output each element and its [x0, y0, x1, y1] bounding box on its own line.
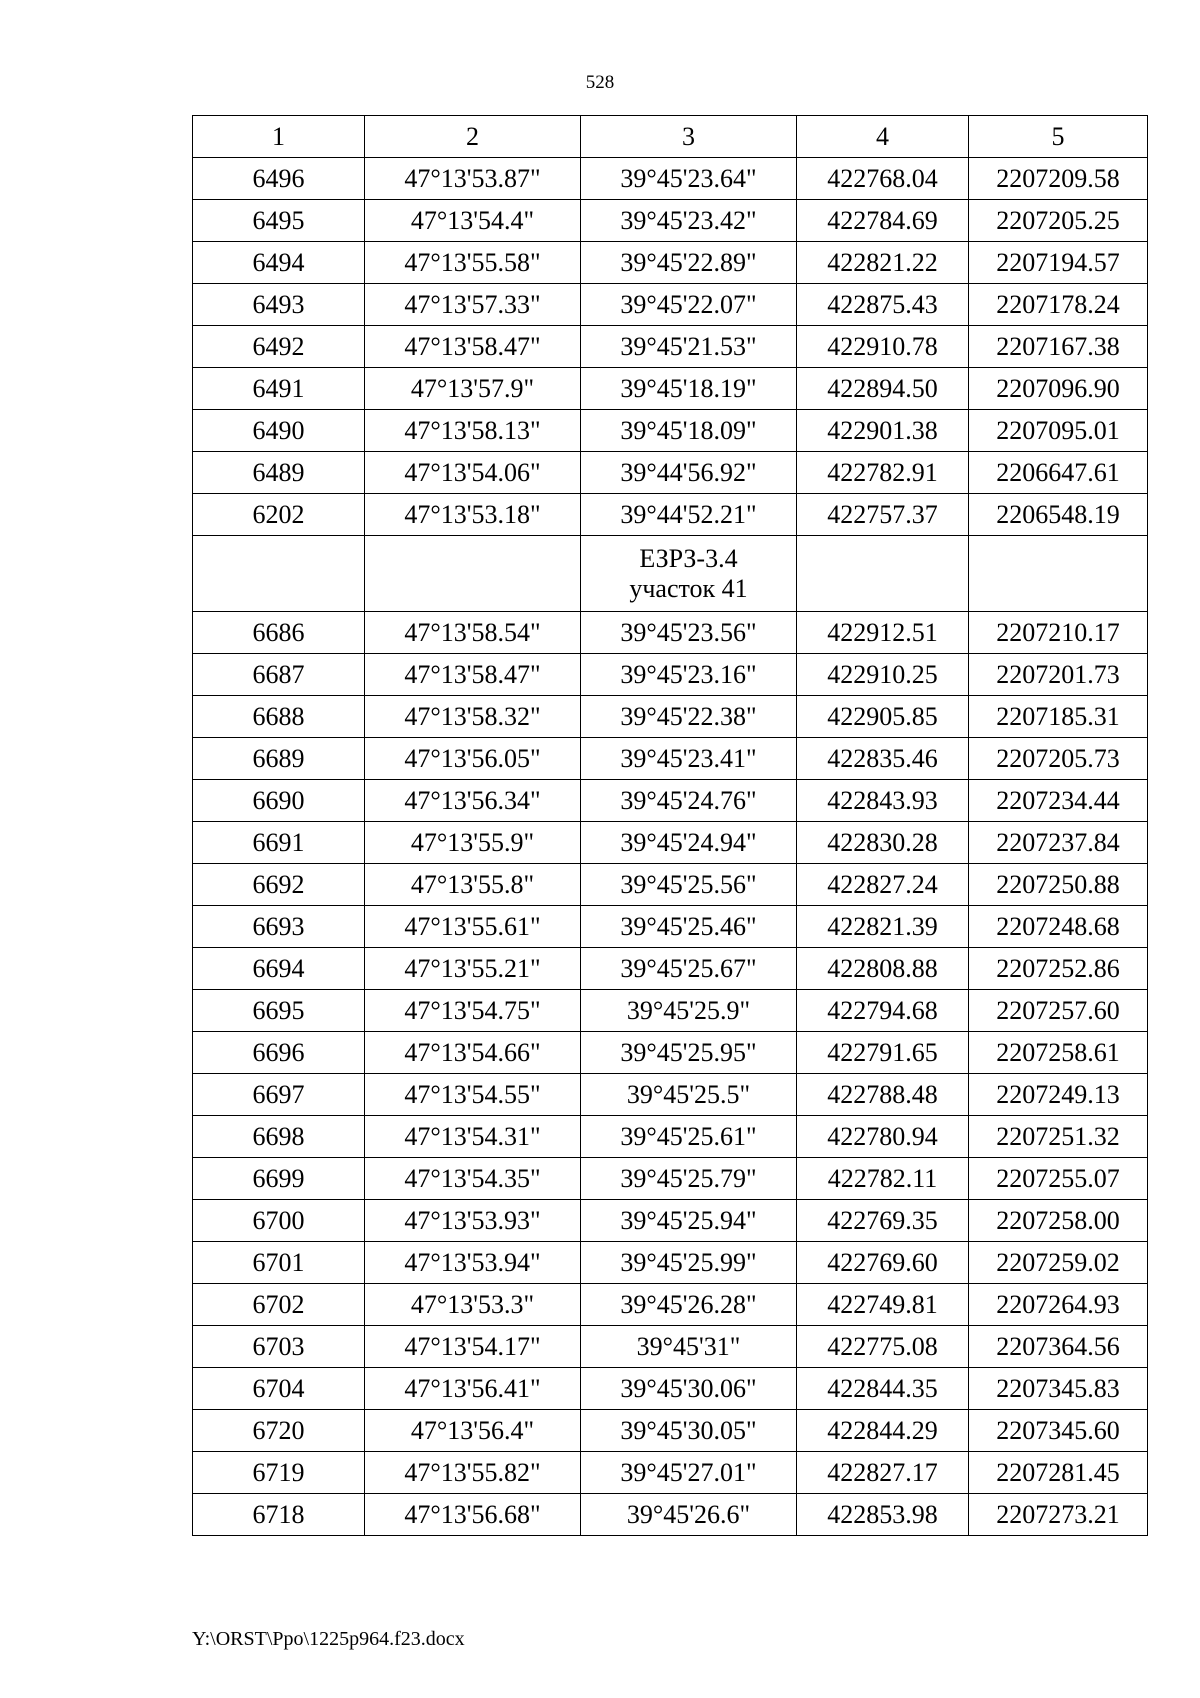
latitude-cell: 47°13'56.34"	[365, 780, 581, 822]
x-coordinate-cell: 422794.68	[797, 990, 969, 1032]
longitude-cell: 39°45'24.94"	[581, 822, 797, 864]
latitude-cell: 47°13'54.66"	[365, 1032, 581, 1074]
latitude-cell: 47°13'53.93"	[365, 1200, 581, 1242]
table-row	[193, 990, 1148, 1032]
latitude-cell: 47°13'54.4"	[365, 200, 581, 242]
table-row	[193, 780, 1148, 822]
point-number-cell: 6696	[193, 1032, 365, 1074]
section-title-cell	[581, 536, 797, 612]
point-number-cell: 6491	[193, 368, 365, 410]
table-row	[193, 1242, 1148, 1284]
latitude-cell: 47°13'54.06"	[365, 452, 581, 494]
table-section	[193, 536, 1148, 612]
latitude-cell: 47°13'57.9"	[365, 368, 581, 410]
point-number-cell: 6689	[193, 738, 365, 780]
point-number-cell: 6691	[193, 822, 365, 864]
point-number-cell: 6202	[193, 494, 365, 536]
longitude-cell: 39°45'23.16"	[581, 654, 797, 696]
table-row	[193, 284, 1148, 326]
latitude-cell: 47°13'53.87"	[365, 158, 581, 200]
point-number-cell: 6698	[193, 1116, 365, 1158]
x-coordinate-cell: 422853.98	[797, 1494, 969, 1536]
table-row	[193, 822, 1148, 864]
latitude-cell: 47°13'53.18"	[365, 494, 581, 536]
x-coordinate-cell: 422782.11	[797, 1158, 969, 1200]
x-coordinate-cell: 422782.91	[797, 452, 969, 494]
longitude-cell: 39°45'23.64"	[581, 158, 797, 200]
longitude-cell: 39°45'22.89"	[581, 242, 797, 284]
y-coordinate-cell: 2206647.61	[969, 452, 1148, 494]
longitude-cell: 39°45'25.79"	[581, 1158, 797, 1200]
latitude-cell: 47°13'56.68"	[365, 1494, 581, 1536]
y-coordinate-cell: 2207364.56	[969, 1326, 1148, 1368]
latitude-cell: 47°13'54.55"	[365, 1074, 581, 1116]
table-body-block-1	[193, 158, 1148, 536]
point-number-cell: 6686	[193, 612, 365, 654]
latitude-cell: 47°13'55.21"	[365, 948, 581, 990]
longitude-cell: 39°45'18.09"	[581, 410, 797, 452]
y-coordinate-cell: 2207167.38	[969, 326, 1148, 368]
point-number-cell: 6495	[193, 200, 365, 242]
longitude-cell: 39°45'25.46"	[581, 906, 797, 948]
x-coordinate-cell: 422835.46	[797, 738, 969, 780]
x-coordinate-cell: 422788.48	[797, 1074, 969, 1116]
x-coordinate-cell: 422757.37	[797, 494, 969, 536]
x-coordinate-cell: 422827.17	[797, 1452, 969, 1494]
table-row	[193, 654, 1148, 696]
table-row	[193, 1368, 1148, 1410]
y-coordinate-cell: 2207250.88	[969, 864, 1148, 906]
x-coordinate-cell: 422844.35	[797, 1368, 969, 1410]
y-coordinate-cell: 2207205.73	[969, 738, 1148, 780]
table-row	[193, 1032, 1148, 1074]
section-cell-empty	[193, 536, 365, 612]
point-number-cell: 6692	[193, 864, 365, 906]
x-coordinate-cell: 422784.69	[797, 200, 969, 242]
section-cell-empty	[969, 536, 1148, 612]
point-number-cell: 6702	[193, 1284, 365, 1326]
column-header-4: 4	[797, 116, 969, 158]
table-row	[193, 948, 1148, 990]
x-coordinate-cell: 422749.81	[797, 1284, 969, 1326]
longitude-cell: 39°45'25.94"	[581, 1200, 797, 1242]
x-coordinate-cell: 422830.28	[797, 822, 969, 864]
point-number-cell: 6695	[193, 990, 365, 1032]
column-header-3: 3	[581, 116, 797, 158]
latitude-cell: 47°13'54.35"	[365, 1158, 581, 1200]
point-number-cell: 6697	[193, 1074, 365, 1116]
longitude-cell: 39°45'26.28"	[581, 1284, 797, 1326]
coordinates-table	[192, 115, 1148, 1536]
table-row	[193, 1116, 1148, 1158]
point-number-cell: 6492	[193, 326, 365, 368]
table-row	[193, 1494, 1148, 1536]
latitude-cell: 47°13'58.47"	[365, 326, 581, 368]
table-row	[193, 1452, 1148, 1494]
latitude-cell: 47°13'55.8"	[365, 864, 581, 906]
x-coordinate-cell: 422901.38	[797, 410, 969, 452]
longitude-cell: 39°45'30.05"	[581, 1410, 797, 1452]
x-coordinate-cell: 422791.65	[797, 1032, 969, 1074]
x-coordinate-cell: 422910.78	[797, 326, 969, 368]
point-number-cell: 6694	[193, 948, 365, 990]
y-coordinate-cell: 2207095.01	[969, 410, 1148, 452]
section-plot-label: участок 41	[629, 573, 748, 603]
x-coordinate-cell: 422912.51	[797, 612, 969, 654]
point-number-cell: 6720	[193, 1410, 365, 1452]
y-coordinate-cell: 2207273.21	[969, 1494, 1148, 1536]
table-row	[193, 1200, 1148, 1242]
table-row	[193, 1074, 1148, 1116]
x-coordinate-cell: 422808.88	[797, 948, 969, 990]
y-coordinate-cell: 2207237.84	[969, 822, 1148, 864]
table-row	[193, 864, 1148, 906]
x-coordinate-cell: 422780.94	[797, 1116, 969, 1158]
latitude-cell: 47°13'57.33"	[365, 284, 581, 326]
table-row	[193, 200, 1148, 242]
y-coordinate-cell: 2207185.31	[969, 696, 1148, 738]
longitude-cell: 39°44'56.92"	[581, 452, 797, 494]
column-header-5: 5	[969, 116, 1148, 158]
longitude-cell: 39°45'25.95"	[581, 1032, 797, 1074]
section-cell-empty	[797, 536, 969, 612]
longitude-cell: 39°45'31"	[581, 1326, 797, 1368]
point-number-cell: 6700	[193, 1200, 365, 1242]
y-coordinate-cell: 2207264.93	[969, 1284, 1148, 1326]
longitude-cell: 39°45'18.19"	[581, 368, 797, 410]
x-coordinate-cell: 422843.93	[797, 780, 969, 822]
y-coordinate-cell: 2207096.90	[969, 368, 1148, 410]
x-coordinate-cell: 422875.43	[797, 284, 969, 326]
point-number-cell: 6693	[193, 906, 365, 948]
point-number-cell: 6493	[193, 284, 365, 326]
y-coordinate-cell: 2207205.25	[969, 200, 1148, 242]
y-coordinate-cell: 2207252.86	[969, 948, 1148, 990]
table-row	[193, 906, 1148, 948]
longitude-cell: 39°45'22.38"	[581, 696, 797, 738]
longitude-cell: 39°45'27.01"	[581, 1452, 797, 1494]
x-coordinate-cell: 422910.25	[797, 654, 969, 696]
x-coordinate-cell: 422844.29	[797, 1410, 969, 1452]
y-coordinate-cell: 2207248.68	[969, 906, 1148, 948]
point-number-cell: 6690	[193, 780, 365, 822]
table-row	[193, 1326, 1148, 1368]
y-coordinate-cell: 2207251.32	[969, 1116, 1148, 1158]
latitude-cell: 47°13'54.75"	[365, 990, 581, 1032]
y-coordinate-cell: 2207255.07	[969, 1158, 1148, 1200]
x-coordinate-cell: 422769.35	[797, 1200, 969, 1242]
table-row	[193, 452, 1148, 494]
table-row	[193, 1410, 1148, 1452]
x-coordinate-cell: 422775.08	[797, 1326, 969, 1368]
column-header-1: 1	[193, 116, 365, 158]
y-coordinate-cell: 2207234.44	[969, 780, 1148, 822]
latitude-cell: 47°13'53.3"	[365, 1284, 581, 1326]
table-row	[193, 1284, 1148, 1326]
latitude-cell: 47°13'58.32"	[365, 696, 581, 738]
longitude-cell: 39°45'25.5"	[581, 1074, 797, 1116]
y-coordinate-cell: 2207209.58	[969, 158, 1148, 200]
x-coordinate-cell: 422821.39	[797, 906, 969, 948]
footer-file-path: Y:\ORST\Ppo\1225p964.f23.docx	[192, 1628, 465, 1650]
y-coordinate-cell: 2207194.57	[969, 242, 1148, 284]
latitude-cell: 47°13'55.82"	[365, 1452, 581, 1494]
table-row	[193, 1158, 1148, 1200]
x-coordinate-cell: 422769.60	[797, 1242, 969, 1284]
point-number-cell: 6703	[193, 1326, 365, 1368]
latitude-cell: 47°13'55.61"	[365, 906, 581, 948]
longitude-cell: 39°45'24.76"	[581, 780, 797, 822]
longitude-cell: 39°45'26.6"	[581, 1494, 797, 1536]
y-coordinate-cell: 2207345.83	[969, 1368, 1148, 1410]
table-row	[193, 368, 1148, 410]
latitude-cell: 47°13'58.13"	[365, 410, 581, 452]
section-cell-empty	[365, 536, 581, 612]
x-coordinate-cell: 422905.85	[797, 696, 969, 738]
latitude-cell: 47°13'55.58"	[365, 242, 581, 284]
latitude-cell: 47°13'56.05"	[365, 738, 581, 780]
column-header-2: 2	[365, 116, 581, 158]
y-coordinate-cell: 2207257.60	[969, 990, 1148, 1032]
latitude-cell: 47°13'53.94"	[365, 1242, 581, 1284]
latitude-cell: 47°13'55.9"	[365, 822, 581, 864]
longitude-cell: 39°45'23.42"	[581, 200, 797, 242]
point-number-cell: 6494	[193, 242, 365, 284]
point-number-cell: 6496	[193, 158, 365, 200]
table-row	[193, 326, 1148, 368]
latitude-cell: 47°13'54.17"	[365, 1326, 581, 1368]
y-coordinate-cell: 2207258.61	[969, 1032, 1148, 1074]
longitude-cell: 39°45'23.41"	[581, 738, 797, 780]
point-number-cell: 6699	[193, 1158, 365, 1200]
longitude-cell: 39°45'21.53"	[581, 326, 797, 368]
latitude-cell: 47°13'58.54"	[365, 612, 581, 654]
table-row	[193, 494, 1148, 536]
y-coordinate-cell: 2207259.02	[969, 1242, 1148, 1284]
point-number-cell: 6687	[193, 654, 365, 696]
table-header-row	[193, 116, 1148, 158]
table-row	[193, 612, 1148, 654]
table-row	[193, 158, 1148, 200]
longitude-cell: 39°45'23.56"	[581, 612, 797, 654]
y-coordinate-cell: 2207201.73	[969, 654, 1148, 696]
longitude-cell: 39°45'25.99"	[581, 1242, 797, 1284]
table-body-block-2	[193, 612, 1148, 1536]
latitude-cell: 47°13'56.41"	[365, 1368, 581, 1410]
point-number-cell: 6718	[193, 1494, 365, 1536]
table-row	[193, 738, 1148, 780]
point-number-cell: 6704	[193, 1368, 365, 1410]
y-coordinate-cell: 2207345.60	[969, 1410, 1148, 1452]
table-row	[193, 410, 1148, 452]
y-coordinate-cell: 2207281.45	[969, 1452, 1148, 1494]
latitude-cell: 47°13'54.31"	[365, 1116, 581, 1158]
page-number: 528	[585, 72, 615, 93]
table-row	[193, 242, 1148, 284]
longitude-cell: 39°45'30.06"	[581, 1368, 797, 1410]
x-coordinate-cell: 422827.24	[797, 864, 969, 906]
point-number-cell: 6490	[193, 410, 365, 452]
y-coordinate-cell: 2207258.00	[969, 1200, 1148, 1242]
longitude-cell: 39°45'25.67"	[581, 948, 797, 990]
longitude-cell: 39°45'25.56"	[581, 864, 797, 906]
y-coordinate-cell: 2207249.13	[969, 1074, 1148, 1116]
table-row	[193, 696, 1148, 738]
latitude-cell: 47°13'58.47"	[365, 654, 581, 696]
y-coordinate-cell: 2206548.19	[969, 494, 1148, 536]
longitude-cell: 39°44'52.21"	[581, 494, 797, 536]
section-header-row	[193, 536, 1148, 612]
longitude-cell: 39°45'25.61"	[581, 1116, 797, 1158]
longitude-cell: 39°45'25.9"	[581, 990, 797, 1032]
point-number-cell: 6489	[193, 452, 365, 494]
x-coordinate-cell: 422821.22	[797, 242, 969, 284]
y-coordinate-cell: 2207178.24	[969, 284, 1148, 326]
point-number-cell: 6688	[193, 696, 365, 738]
point-number-cell: 6701	[193, 1242, 365, 1284]
section-zone-code: ЕЗРЗ-3.4	[639, 543, 738, 573]
y-coordinate-cell: 2207210.17	[969, 612, 1148, 654]
longitude-cell: 39°45'22.07"	[581, 284, 797, 326]
x-coordinate-cell: 422894.50	[797, 368, 969, 410]
x-coordinate-cell: 422768.04	[797, 158, 969, 200]
point-number-cell: 6719	[193, 1452, 365, 1494]
latitude-cell: 47°13'56.4"	[365, 1410, 581, 1452]
